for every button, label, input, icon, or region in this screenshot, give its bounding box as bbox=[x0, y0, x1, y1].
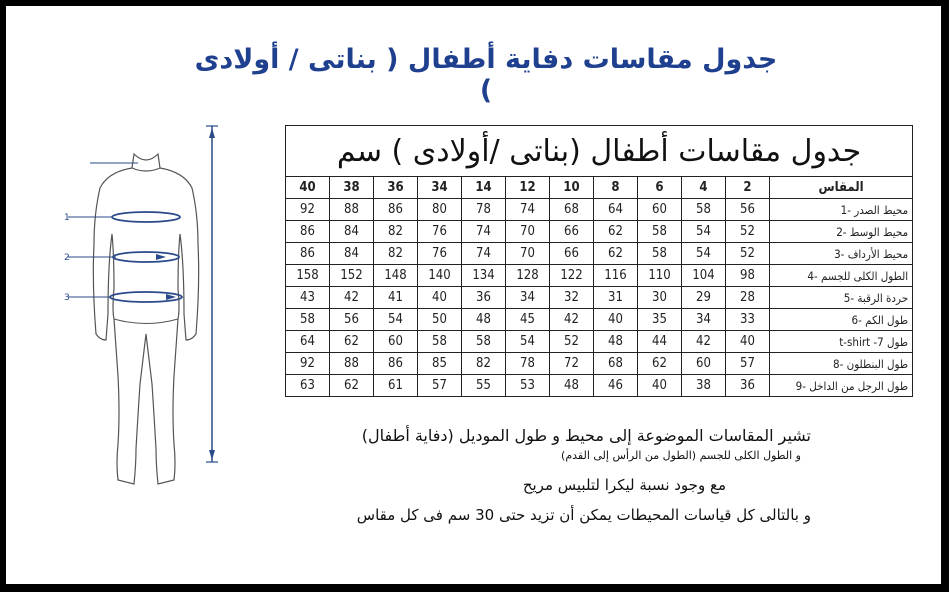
table-header-row bbox=[286, 177, 913, 199]
table-cell: 42 bbox=[682, 331, 726, 353]
table-cell: 57 bbox=[418, 375, 462, 397]
table-cell: 122 bbox=[550, 265, 594, 287]
row-label: طول الرجل من الداخل -9 bbox=[770, 375, 913, 397]
table-cell: 41 bbox=[374, 287, 418, 309]
table-cell: 128 bbox=[506, 265, 550, 287]
size-header: 14 bbox=[462, 177, 506, 199]
page-frame bbox=[6, 6, 941, 584]
table-cell: 54 bbox=[374, 309, 418, 331]
table-cell: 52 bbox=[726, 243, 770, 265]
table-cell: 82 bbox=[374, 221, 418, 243]
table-cell: 58 bbox=[286, 309, 330, 331]
table-cell: 34 bbox=[682, 309, 726, 331]
table-row bbox=[286, 375, 913, 397]
table-cell: 116 bbox=[594, 265, 638, 287]
table-cell: 60 bbox=[638, 199, 682, 221]
table-cell: 68 bbox=[594, 353, 638, 375]
table-cell: 63 bbox=[286, 375, 330, 397]
table-cell: 48 bbox=[462, 309, 506, 331]
table-cell: 62 bbox=[330, 375, 374, 397]
row-label: محيط الأرداف -3 bbox=[770, 243, 913, 265]
table-body bbox=[286, 199, 913, 397]
note-line-2: و الطول الكلى للجسم (الطول من الرأس إلى القدم) bbox=[561, 449, 801, 462]
table-row bbox=[286, 221, 913, 243]
table-cell: 110 bbox=[638, 265, 682, 287]
table-cell: 78 bbox=[462, 199, 506, 221]
table-cell: 85 bbox=[418, 353, 462, 375]
table-cell: 62 bbox=[594, 243, 638, 265]
table-cell: 57 bbox=[726, 353, 770, 375]
table-row bbox=[286, 265, 913, 287]
table-cell: 50 bbox=[418, 309, 462, 331]
table-cell: 36 bbox=[726, 375, 770, 397]
table-row bbox=[286, 243, 913, 265]
table-cell: 58 bbox=[638, 221, 682, 243]
row-label: محيط الصدر -1 bbox=[770, 199, 913, 221]
table-cell: 140 bbox=[418, 265, 462, 287]
table-cell: 84 bbox=[330, 221, 374, 243]
measure-header: المقاس bbox=[770, 177, 913, 199]
marker-3: 3 bbox=[64, 293, 70, 303]
table-cell: 34 bbox=[506, 287, 550, 309]
size-table-container bbox=[285, 125, 912, 408]
row-label: الطول الكلى للجسم -4 bbox=[770, 265, 913, 287]
table-cell: 58 bbox=[418, 331, 462, 353]
note-line-3: مع وجود نسبة ليكرا لتلبيس مريح bbox=[522, 476, 726, 494]
marker-2: 2 bbox=[64, 253, 70, 263]
table-cell: 92 bbox=[286, 353, 330, 375]
table-cell: 54 bbox=[682, 221, 726, 243]
marker-1: 1 bbox=[64, 213, 70, 223]
body-measurement-figure bbox=[56, 114, 236, 504]
notes-block bbox=[211, 426, 811, 524]
table-cell: 40 bbox=[638, 375, 682, 397]
table-cell: 38 bbox=[682, 375, 726, 397]
table-cell: 40 bbox=[594, 309, 638, 331]
table-cell: 54 bbox=[682, 243, 726, 265]
table-cell: 68 bbox=[550, 199, 594, 221]
table-cell: 104 bbox=[682, 265, 726, 287]
table-cell: 70 bbox=[506, 243, 550, 265]
table-cell: 60 bbox=[682, 353, 726, 375]
table-cell: 58 bbox=[462, 331, 506, 353]
table-cell: 55 bbox=[462, 375, 506, 397]
size-header: 6 bbox=[638, 177, 682, 199]
table-cell: 48 bbox=[594, 331, 638, 353]
table-cell: 82 bbox=[462, 353, 506, 375]
page-title: جدول مقاسات دفاية أطفال ( بناتى / أولادى ) bbox=[194, 44, 778, 106]
table-cell: 70 bbox=[506, 221, 550, 243]
table-cell: 35 bbox=[638, 309, 682, 331]
table-cell: 33 bbox=[726, 309, 770, 331]
table-cell: 86 bbox=[286, 243, 330, 265]
table-cell: 74 bbox=[506, 199, 550, 221]
table-cell: 78 bbox=[506, 353, 550, 375]
table-cell: 46 bbox=[594, 375, 638, 397]
table-cell: 74 bbox=[462, 243, 506, 265]
row-label: حردة الرقبة -5 bbox=[770, 287, 913, 309]
note-line-1: تشير المقاسات الموضوعة إلى محيط و طول الموديل (دفاية أطفال) bbox=[361, 426, 811, 445]
table-cell: 58 bbox=[638, 243, 682, 265]
table-cell: 56 bbox=[330, 309, 374, 331]
size-header: 34 bbox=[418, 177, 462, 199]
table-cell: 28 bbox=[726, 287, 770, 309]
table-cell: 62 bbox=[330, 331, 374, 353]
table-cell: 66 bbox=[550, 243, 594, 265]
size-table bbox=[285, 125, 913, 397]
size-header: 38 bbox=[330, 177, 374, 199]
size-header: 40 bbox=[286, 177, 330, 199]
table-cell: 66 bbox=[550, 221, 594, 243]
table-cell: 76 bbox=[418, 221, 462, 243]
table-cell: 48 bbox=[550, 375, 594, 397]
table-cell: 52 bbox=[726, 221, 770, 243]
table-cell: 56 bbox=[726, 199, 770, 221]
table-cell: 152 bbox=[330, 265, 374, 287]
table-cell: 134 bbox=[462, 265, 506, 287]
table-cell: 58 bbox=[682, 199, 726, 221]
size-header: 36 bbox=[374, 177, 418, 199]
table-row bbox=[286, 353, 913, 375]
table-cell: 158 bbox=[286, 265, 330, 287]
table-cell: 31 bbox=[594, 287, 638, 309]
table-cell: 76 bbox=[418, 243, 462, 265]
table-cell: 43 bbox=[286, 287, 330, 309]
table-cell: 54 bbox=[506, 331, 550, 353]
table-row bbox=[286, 331, 913, 353]
table-cell: 86 bbox=[286, 221, 330, 243]
size-header: 2 bbox=[726, 177, 770, 199]
row-label: طول t-shirt -7 bbox=[770, 331, 913, 353]
table-cell: 92 bbox=[286, 199, 330, 221]
note-line-4: و بالتالى كل قياسات المحيطات يمكن أن تزيد حتى 30 سم فى كل مقاس bbox=[356, 506, 811, 524]
table-cell: 62 bbox=[638, 353, 682, 375]
table-caption: جدول مقاسات أطفال (بناتى /أولادى ) سم bbox=[286, 126, 913, 177]
table-cell: 80 bbox=[418, 199, 462, 221]
table-cell: 36 bbox=[462, 287, 506, 309]
size-header: 4 bbox=[682, 177, 726, 199]
table-cell: 40 bbox=[418, 287, 462, 309]
table-cell: 148 bbox=[374, 265, 418, 287]
table-cell: 52 bbox=[550, 331, 594, 353]
table-cell: 45 bbox=[506, 309, 550, 331]
table-cell: 64 bbox=[286, 331, 330, 353]
size-header: 8 bbox=[594, 177, 638, 199]
table-cell: 88 bbox=[330, 199, 374, 221]
size-header: 12 bbox=[506, 177, 550, 199]
table-cell: 44 bbox=[638, 331, 682, 353]
row-label: محيط الوسط -2 bbox=[770, 221, 913, 243]
table-cell: 42 bbox=[330, 287, 374, 309]
table-row bbox=[286, 199, 913, 221]
table-cell: 86 bbox=[374, 199, 418, 221]
table-cell: 64 bbox=[594, 199, 638, 221]
table-cell: 84 bbox=[330, 243, 374, 265]
table-cell: 74 bbox=[462, 221, 506, 243]
table-cell: 29 bbox=[682, 287, 726, 309]
table-cell: 30 bbox=[638, 287, 682, 309]
table-cell: 40 bbox=[726, 331, 770, 353]
table-cell: 88 bbox=[330, 353, 374, 375]
table-cell: 62 bbox=[594, 221, 638, 243]
table-cell: 60 bbox=[374, 331, 418, 353]
table-cell: 61 bbox=[374, 375, 418, 397]
table-row bbox=[286, 287, 913, 309]
table-row bbox=[286, 309, 913, 331]
table-cell: 32 bbox=[550, 287, 594, 309]
row-label: طول البنطلون -8 bbox=[770, 353, 913, 375]
child-body-outline bbox=[56, 114, 236, 504]
table-cell: 72 bbox=[550, 353, 594, 375]
table-cell: 42 bbox=[550, 309, 594, 331]
size-header: 10 bbox=[550, 177, 594, 199]
row-label: طول الكم -6 bbox=[770, 309, 913, 331]
table-cell: 98 bbox=[726, 265, 770, 287]
table-cell: 53 bbox=[506, 375, 550, 397]
table-cell: 82 bbox=[374, 243, 418, 265]
table-cell: 86 bbox=[374, 353, 418, 375]
